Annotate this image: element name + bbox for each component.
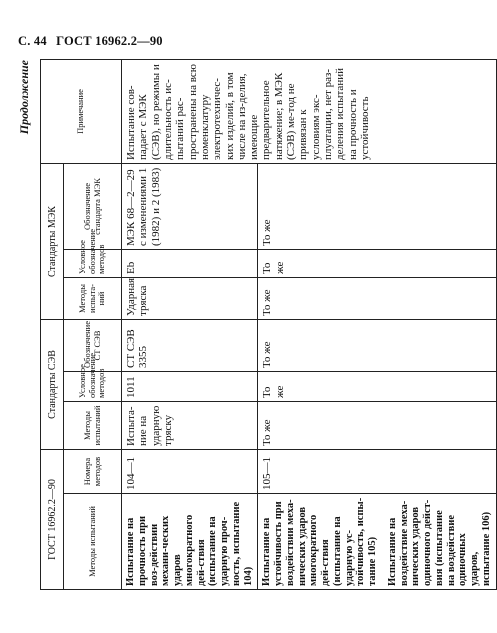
sev-code: То же — [258, 372, 496, 402]
method-name-cell — [258, 494, 496, 590]
rotated-table-area — [14, 60, 492, 590]
table-row — [122, 59, 258, 589]
spacer — [379, 497, 387, 586]
column-header-iec-standard: Обозначение стандарта МЭК — [64, 163, 122, 249]
group-header-gost: ГОСТ 16962.2—90 — [41, 450, 64, 590]
iec-standard: МЭК 68—2—29 с изменениями 1 (1982) и 2 (1983) — [122, 163, 258, 249]
method-name: Испытание на устойчивость при воздействии меха-нических ударов многократного дей-ствия (испытание на ударную ус-тойчивость, испы-тание 105) — [261, 497, 378, 586]
column-header-notes: Примечание — [41, 59, 122, 163]
trailing-method-name: Испытание на воздействие меха-нических ударов одиночного дейст-вия (испытание на воздействие одиночных ударов, испытание 106) — [386, 499, 492, 586]
method-number: 104—1 — [122, 450, 258, 494]
iec-method: То же — [258, 278, 496, 320]
sev-standard: СТ СЭВ 3355 — [122, 320, 258, 372]
sev-standard: То же — [258, 320, 496, 372]
standards-comparison-table — [40, 59, 497, 590]
group-header-sev: Стандарты СЭВ — [41, 320, 64, 450]
column-header-sev-methods: Методы испытаний — [64, 402, 122, 450]
sev-code: 1011 — [122, 372, 258, 402]
method-number: 105—1 — [258, 450, 496, 494]
column-header-sev-standard: Обозначение СТ СЭВ — [64, 320, 122, 372]
iec-standard: То же — [258, 163, 496, 249]
column-header-method-numbers: Номера методов — [64, 450, 122, 494]
column-header-sev-conditional: Условное обозначение методов — [64, 372, 122, 402]
standard-code: ГОСТ 16962.2—90 — [56, 34, 163, 48]
column-header-test-methods: Методы испытаний — [64, 494, 122, 590]
iec-code: Eb — [122, 250, 258, 278]
column-header-iec-conditional: Условное обозначение методов — [64, 250, 122, 278]
iec-method: Ударная тряска — [122, 278, 258, 320]
column-header-iec-methods: Методы испыта-ний — [64, 278, 122, 320]
note-cell: Испытание сов-падает с МЭК (СЭВ), но режимы и длительность ис-пытаний рас-пространены на всю номенклатуру электротехничес-ких изделий, в том числе на из-делия, имеющие предварительное натяжение; в МЭК (СЭВ) ме-тод не привязан к условиям экс-плуатации, нет раз-деления испытаний на прочность и устойчивость — [122, 59, 497, 163]
continuation-label: Продолжение — [17, 60, 31, 135]
page-header — [18, 34, 169, 49]
iec-code: То же — [258, 250, 496, 278]
group-header-iec: Стандарты МЭК — [41, 163, 64, 319]
page-number: С. 44 — [18, 34, 47, 48]
sev-method: Испыта-ние на ударную тряску — [122, 402, 258, 450]
sev-method: То же — [258, 402, 496, 450]
method-name: Испытание на прочность при воз-действии механи-ческих ударов многократного дей-ствия (испытание на ударную проч-ность, испытание 104) — [122, 494, 258, 590]
